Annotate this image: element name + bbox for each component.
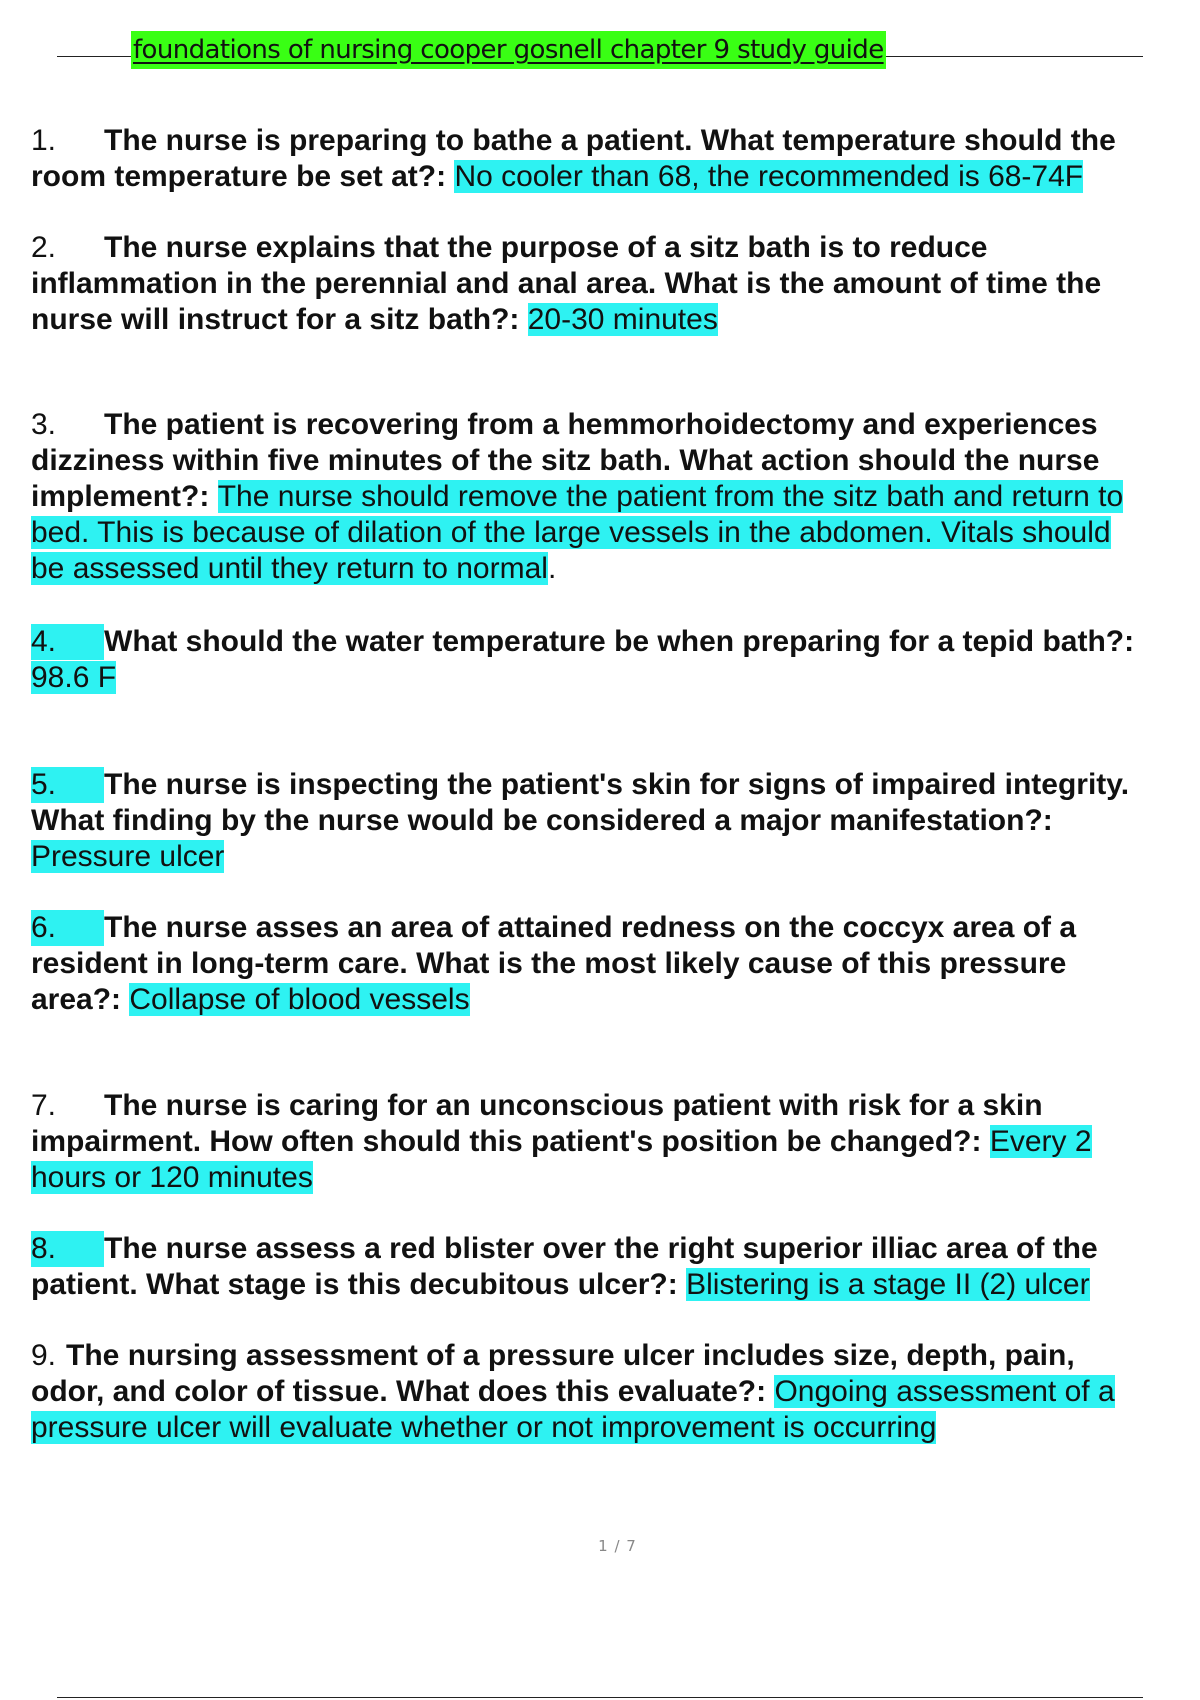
question-5	[31, 767, 1200, 875]
question-text: area?:	[31, 983, 130, 1016]
question-1	[31, 123, 1200, 195]
question-number: 6.	[31, 910, 104, 946]
question-text: The nurse is inspecting the patient's skin for signs of impaired integrity.	[104, 768, 1130, 801]
question-3	[31, 407, 1200, 587]
answer-highlight: No cooler than 68, the recommended is 68-74F	[454, 160, 1084, 193]
question-4	[31, 624, 1200, 696]
question-text: room temperature be set at?:	[31, 160, 455, 193]
answer-highlight: Every 2	[989, 1125, 1092, 1158]
question-text: The nurse is preparing to bathe a patient. What temperature should the	[104, 124, 1116, 157]
question-number: 3.	[31, 408, 57, 441]
question-text: The nursing assessment of a pressure ulcer includes size, depth, pain,	[66, 1339, 1075, 1372]
question-number: 5.	[31, 767, 104, 803]
answer-highlight: The nurse should remove the patient from the sitz bath and return to	[217, 480, 1124, 513]
question-text: impairment. How often should this patient's position be changed?:	[31, 1125, 990, 1158]
question-7	[31, 1088, 1200, 1196]
answer-highlight: pressure ulcer will evaluate whether or not improvement is occurring	[31, 1411, 937, 1444]
answer-highlight: 98.6 F	[31, 661, 117, 694]
question-number: 9.	[31, 1339, 57, 1372]
page-number: 1 / 7	[598, 1537, 637, 1555]
question-text: odor, and color of tissue. What does this evaluate?:	[31, 1375, 775, 1408]
question-text: implement?:	[31, 480, 218, 513]
question-text: dizziness within five minutes of the sitz bath. What action should the nurse	[31, 444, 1100, 477]
question-8	[31, 1231, 1200, 1303]
document-title: foundations of nursing cooper gosnell chapter 9 study guide	[131, 31, 886, 69]
answer-highlight: Pressure ulcer	[31, 840, 225, 873]
question-text: What should the water temperature be when preparing for a tepid bath?:	[104, 625, 1135, 658]
question-text: What finding by the nurse would be considered a major manifestation?:	[31, 804, 1053, 837]
question-text: patient. What stage is this decubitous ulcer?:	[31, 1268, 687, 1301]
question-text: resident in long-term care. What is the most likely cause of this pressure	[31, 947, 1067, 980]
question-6	[31, 910, 1200, 1018]
answer-highlight: Ongoing assessment of a	[774, 1375, 1115, 1408]
answer-highlight: be assessed until they return to normal	[31, 552, 548, 585]
question-text: The patient is recovering from a hemmorhoidectomy and experiences	[104, 408, 1098, 441]
answer-highlight: bed. This is because of dilation of the large vessels in the abdomen. Vitals should	[31, 516, 1111, 549]
footer-rule	[57, 1697, 1143, 1698]
question-2	[31, 230, 1200, 338]
question-text: The nurse explains that the purpose of a sitz bath is to reduce	[104, 231, 988, 264]
question-text: nurse will instruct for a sitz bath?:	[31, 303, 528, 336]
question-text: The nurse is caring for an unconscious patient with risk for a skin	[104, 1089, 1043, 1122]
question-number: 2.	[31, 231, 57, 264]
question-number: 8.	[31, 1231, 104, 1267]
question-number: 7.	[31, 1089, 57, 1122]
answer-highlight: hours or 120 minutes	[31, 1161, 313, 1194]
question-number: 1.	[31, 124, 57, 157]
question-text: inflammation in the perennial and anal area. What is the amount of time the	[31, 267, 1102, 300]
answer-highlight: 20-30 minutes	[527, 303, 718, 336]
question-number: 4.	[31, 624, 104, 660]
punctuation: .	[547, 552, 557, 585]
question-9	[31, 1338, 1200, 1446]
answer-highlight: Collapse of blood vessels	[129, 983, 470, 1016]
answer-highlight: Blistering is a stage II (2) ulcer	[686, 1268, 1090, 1301]
question-text: The nurse asses an area of attained redness on the coccyx area of a	[104, 911, 1077, 944]
question-text: The nurse assess a red blister over the right superior illiac area of the	[104, 1232, 1098, 1265]
